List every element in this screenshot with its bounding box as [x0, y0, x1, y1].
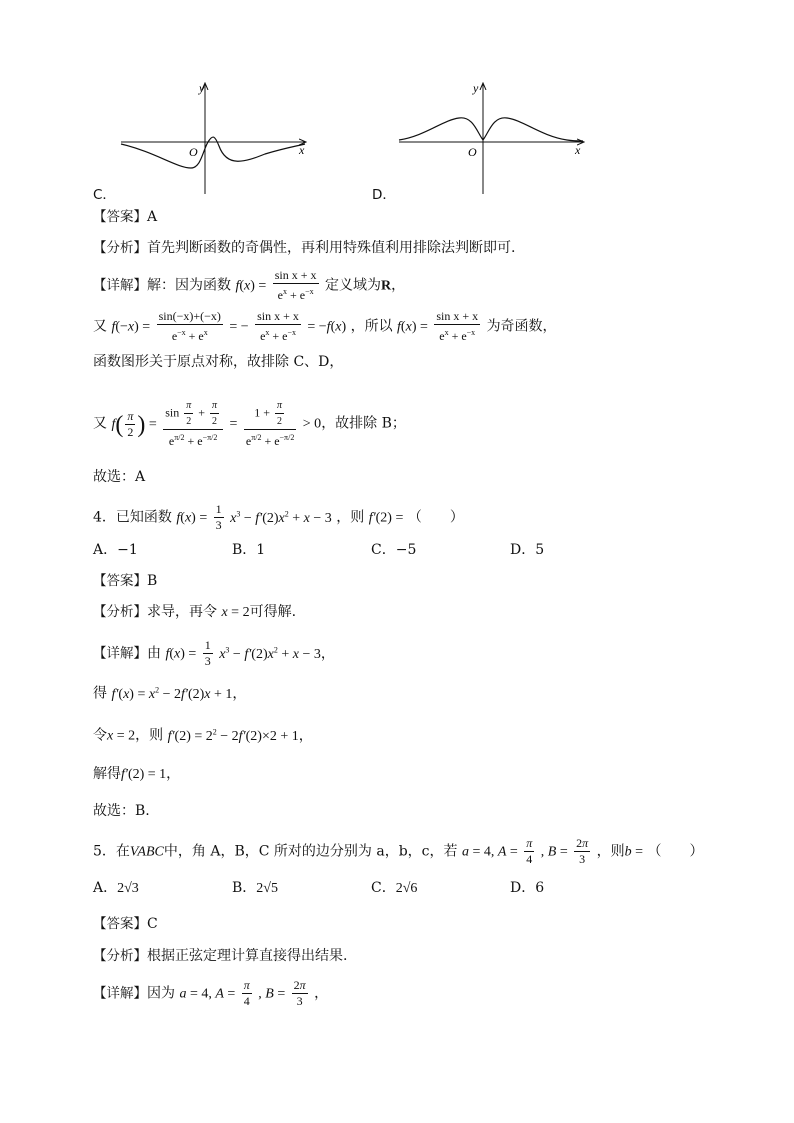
- y-label: y: [199, 81, 205, 95]
- curve-d: [399, 118, 583, 141]
- origin-label: O: [468, 145, 477, 159]
- q4-answer: 【答案】B: [93, 573, 158, 589]
- q5-option-a: A．2√3: [93, 880, 139, 896]
- q3-analysis: 【分析】首先判断函数的奇偶性，再利用特殊值利用排除法判断即可.: [93, 240, 516, 256]
- q5-analysis: 【分析】根据正弦定理计算直接得出结果.: [93, 948, 348, 964]
- q5-stem: 5．在VABC中，角 A，B，C 所对的边分别为 a，b，c，若 a = 4, A = $\frac{\pi}{4}$ , B = $\frac{2\pi}{3}$ ，则b = （ ）: [93, 836, 704, 866]
- q4-stem: 4．已知函数 f(x) = $\frac{1}{3}$ $x^3 - f'(2)x^2 + x - 3$ ，则 f′(2) = （ ）: [93, 502, 464, 532]
- origin-label: O: [189, 145, 198, 159]
- graph-c: [115, 78, 315, 198]
- q3-detail-line4: 又 f( $\frac{\pi}{2}$ ) = sin $\frac{\pi}{2}$ + $\frac{\pi}{2}$ $e^{\pi/2} + e^{-\pi/2}$ = 1 + $\frac{\pi}{2}$ $e^{\pi/2} + e^{-\pi/2}$ > 0，故排除 B；: [93, 400, 406, 448]
- q5-option-b: B．2√5: [232, 880, 278, 896]
- q4-option-b: B．1: [232, 542, 266, 558]
- q4-option-d: D．5: [510, 542, 545, 558]
- graph-d: [395, 78, 595, 198]
- q3-detail-line1: 【详解】解：因为函数 f(x) = $\frac{\text{sin x + x}}{e^x + e^{-x}}$ 定义域为R，: [93, 268, 406, 302]
- option-c-label: C．: [93, 187, 116, 203]
- q4-analysis: 【分析】求导，再令 x = 2可得解.: [93, 604, 297, 620]
- q5-answer: 【答案】C: [93, 916, 158, 932]
- q3-detail-line3: 函数图形关于原点对称，故排除 C、D，: [93, 354, 344, 370]
- q4-detail-line4: 解得f′(2) = 1，: [93, 766, 181, 782]
- q4-detail-line2: 得 $f'(x) = x^2 - 2f'(2)x + 1$，: [93, 685, 247, 702]
- q3-answer: 【答案】A: [93, 209, 158, 225]
- q4-detail-line1: 【详解】由 f(x) = $\frac{1}{3}$ $x^3 - f'(2)x^2 + x - 3$，: [93, 638, 335, 668]
- q4-detail-line3: 令x = 2，则 $f'(2) = 2^2 - 2f'(2)\times 2 + 1$，: [93, 727, 313, 744]
- q5-detail-line1: 【详解】因为 a = 4, A = $\frac{\pi}{4}$ , B = $\frac{2\pi}{3}$ ，: [93, 978, 329, 1008]
- option-d-label: D．: [372, 187, 396, 203]
- q4-conclusion: 故选：B.: [93, 803, 150, 819]
- q5-option-c: C．2√6: [371, 880, 418, 896]
- q4-option-c: C．−5: [371, 542, 417, 558]
- x-label: x: [299, 143, 305, 157]
- y-label: y: [473, 81, 479, 95]
- x-label: x: [575, 143, 581, 157]
- q3-conclusion: 故选：A: [93, 469, 146, 485]
- q3-detail-line2: 又 f(−x) = $\frac{\sin(-x)+(-x)}{e^{-x} + e^x}$ = − $\frac{\text{sin x + x}}{e^x + e^{-x}}$ = −f(x) ，所以 f(x) = $\frac{\text{sin x + x}}{e^x + e^{-x}}$ 为奇函数，: [93, 309, 557, 343]
- q4-option-a: A．−1: [93, 542, 138, 558]
- q5-option-d: D．6: [510, 880, 545, 896]
